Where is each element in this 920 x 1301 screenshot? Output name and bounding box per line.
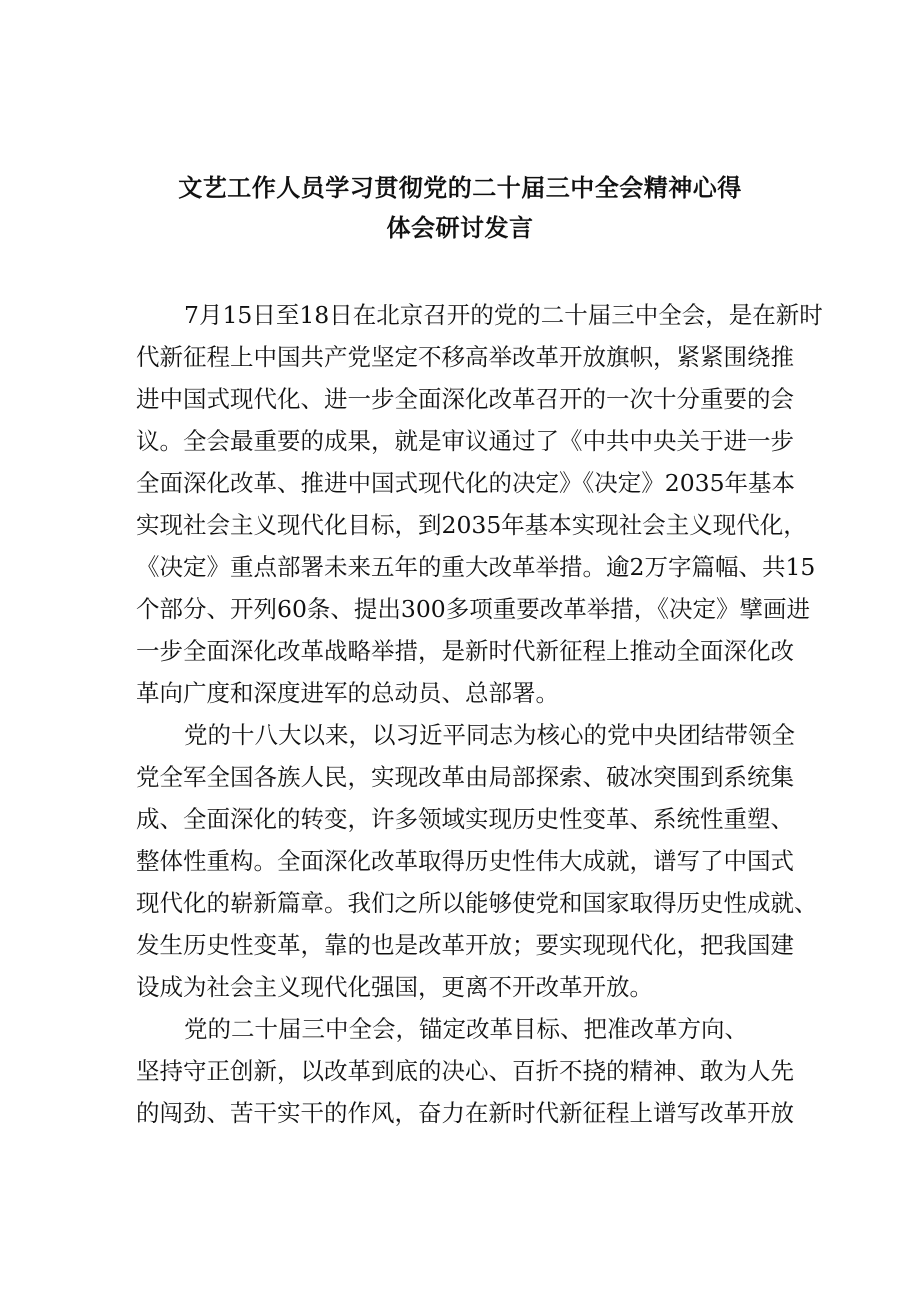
paragraph-1-line-2: 代新征程上中国共产党坚定不移高举改革开放旗帜，紧紧围绕推 (136, 343, 794, 371)
paragraph-1-line-3: 进中国式现代化、进一步全面深化改革召开的一次十分重要的会 (136, 385, 794, 413)
paragraph-3-line-2: 坚持守正创新，以改革到底的决心、百折不挠的精神、敢为人先 (136, 1057, 794, 1085)
paragraph-2-line-6: 发生历史性变革，靠的也是改革开放；要实现现代化，把我国建 (136, 931, 794, 959)
paragraph-1-line-1: 7月15日至18日在北京召开的党的二十届三中全会，是在新时 (184, 301, 823, 329)
paragraph-1-line-6: 实现社会主义现代化目标，到2035年基本实现社会主义现代化， (136, 511, 807, 539)
paragraph-1-line-4: 议。全会最重要的成果，就是审议通过了《中共中央关于进一步 (136, 427, 794, 455)
paragraph-2-line-1: 党的十八大以来，以习近平同志为核心的党中央团结带领全 (184, 721, 795, 749)
paragraph-1-line-9: 一步全面深化改革战略举措，是新时代新征程上推动全面深化改 (136, 637, 794, 665)
paragraph-2-line-3: 成、全面深化的转变，许多领域实现历史性变革、系统性重塑、 (136, 805, 794, 833)
document-title-line-2: 体会研讨发言 (386, 214, 534, 242)
paragraph-2-line-7: 设成为社会主义现代化强国，更离不开改革开放。 (136, 973, 653, 1001)
paragraph-1-line-10: 革向广度和深度进军的总动员、总部署。 (136, 679, 559, 707)
paragraph-1-line-8: 个部分、开列60条、提出300多项重要改革举措，《决定》擘画进 (136, 595, 811, 623)
paragraph-2-line-5: 现代化的崭新篇章。我们之所以能够使党和国家取得历史性成就、 (136, 889, 818, 917)
paragraph-3-line-3: 的闯劲、苦干实干的作风，奋力在新时代新征程上谱写改革开放 (136, 1099, 794, 1127)
paragraph-1-line-7: 《决定》重点部署未来五年的重大改革举措。逾2万字篇幅、共15 (136, 553, 816, 581)
document-title-line-1: 文艺工作人员学习贯彻党的二十届三中全会精神心得 (178, 174, 742, 202)
paragraph-1-line-5: 全面深化改革、推进中国式现代化的决定》《决定》2035年基本 (136, 469, 796, 497)
paragraph-2-line-2: 党全军全国各族人民，实现改革由局部探索、破冰突围到系统集 (136, 763, 794, 791)
paragraph-3-line-1: 党的二十届三中全会，锚定改革目标、把准改革方向、 (184, 1015, 748, 1043)
paragraph-2-line-4: 整体性重构。全面深化改革取得历史性伟大成就，谱写了中国式 (136, 847, 794, 875)
